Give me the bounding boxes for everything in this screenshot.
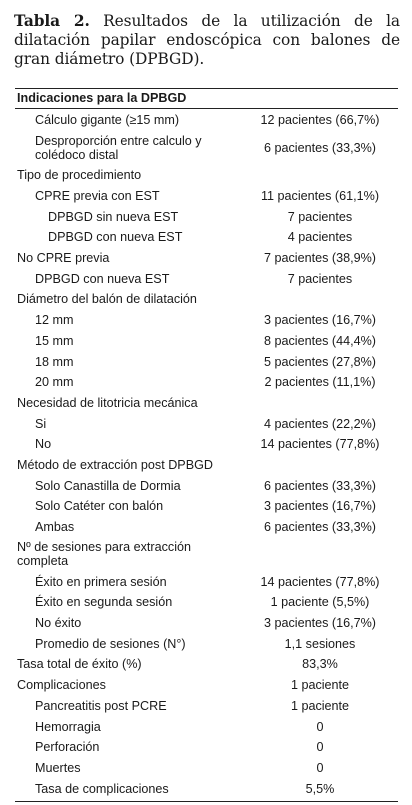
table-row bbox=[15, 571, 398, 592]
row-label: Pancreatitis post PCRE bbox=[35, 698, 167, 713]
row-label: Solo Catéter con balón bbox=[35, 499, 164, 514]
table-row bbox=[15, 475, 398, 496]
row-label: Solo Canastilla de Dormia bbox=[35, 478, 181, 493]
row-value: 2 pacientes (11,1%) bbox=[264, 375, 376, 390]
table-row bbox=[15, 758, 398, 779]
row-value: 3 pacientes (16,7%) bbox=[263, 499, 376, 514]
table-row bbox=[15, 434, 398, 455]
results-table bbox=[15, 88, 398, 802]
row-label: 18 mm bbox=[35, 354, 74, 369]
row-label: Muertes bbox=[35, 760, 81, 775]
table-row bbox=[15, 592, 398, 613]
table-row bbox=[15, 716, 398, 737]
table-row bbox=[15, 248, 398, 269]
table-row bbox=[15, 165, 398, 186]
row-label: Si bbox=[35, 416, 47, 431]
table-bottom-rule bbox=[15, 801, 398, 802]
row-value: 14 pacientes (77,8%) bbox=[260, 574, 380, 589]
row-label: Éxito en segunda sesión bbox=[35, 595, 173, 610]
table-row bbox=[15, 696, 398, 717]
row-value: 12 pacientes (66,7%) bbox=[260, 113, 380, 127]
table-row bbox=[15, 496, 398, 517]
table-row bbox=[15, 372, 398, 393]
caption-text: Resultados de la utilización de la dilatación papilar endoscópica con balones de gran diámetro (DPBGD). bbox=[14, 12, 400, 68]
row-label: Éxito en primera sesión bbox=[35, 574, 167, 589]
row-value: 3 pacientes (16,7%) bbox=[263, 313, 376, 328]
row-label: Nº de sesiones para extracción completa bbox=[17, 540, 192, 569]
row-value: 0 bbox=[316, 740, 324, 755]
row-label: Ambas bbox=[35, 520, 75, 535]
table-row bbox=[15, 351, 398, 372]
table-row bbox=[15, 455, 398, 476]
row-label: Cálculo gigante (≥15 mm) bbox=[35, 113, 180, 127]
table-row bbox=[15, 289, 398, 310]
row-value: 8 pacientes (44,4%) bbox=[263, 333, 376, 348]
row-value: 1,1 sesiones bbox=[284, 636, 356, 651]
table-row bbox=[15, 675, 398, 696]
table-row bbox=[15, 206, 398, 227]
table-row bbox=[15, 268, 398, 289]
table-row bbox=[15, 109, 398, 131]
table-row bbox=[15, 186, 398, 207]
table-row bbox=[15, 227, 398, 248]
row-label: Diámetro del balón de dilatación bbox=[17, 292, 197, 307]
table-row bbox=[15, 778, 398, 799]
table-row bbox=[15, 654, 398, 675]
row-label: Método de extracción post DPBGD bbox=[17, 457, 213, 472]
table-row bbox=[15, 413, 398, 434]
row-label: CPRE previa con EST bbox=[35, 189, 160, 204]
row-label: 12 mm bbox=[35, 313, 74, 328]
table-caption bbox=[14, 12, 400, 69]
row-value: 7 pacientes bbox=[287, 209, 353, 224]
row-label: No éxito bbox=[35, 616, 82, 631]
row-value: 6 pacientes (33,3%) bbox=[263, 141, 376, 155]
table-row bbox=[15, 517, 398, 538]
row-label: DPBGD con nueva EST bbox=[48, 230, 183, 245]
table-row bbox=[15, 537, 398, 571]
table-row bbox=[15, 331, 398, 352]
row-value: 5,5% bbox=[305, 781, 335, 796]
row-value: 7 pacientes bbox=[287, 271, 353, 286]
row-label: No bbox=[35, 437, 52, 452]
row-label: No CPRE previa bbox=[17, 251, 110, 266]
row-label: Hemorragia bbox=[35, 719, 101, 734]
row-value: 5 pacientes (27,8%) bbox=[263, 354, 376, 369]
row-value: 14 pacientes (77,8%) bbox=[260, 437, 380, 452]
row-label: 20 mm bbox=[35, 375, 74, 390]
row-label: Complicaciones bbox=[17, 678, 106, 693]
row-value: 1 paciente bbox=[290, 698, 350, 713]
table-row bbox=[15, 310, 398, 331]
table-row bbox=[15, 633, 398, 654]
row-label: 15 mm bbox=[35, 333, 74, 348]
row-value: 0 bbox=[316, 760, 324, 775]
row-label: Promedio de sesiones (N°) bbox=[35, 636, 186, 651]
row-label: DPBGD con nueva EST bbox=[35, 271, 170, 286]
row-value: 6 pacientes (33,3%) bbox=[263, 478, 376, 493]
row-value: 83,3% bbox=[302, 657, 338, 672]
row-label: Tasa de complicaciones bbox=[35, 781, 169, 796]
row-label: Perforación bbox=[35, 740, 100, 755]
row-label: Tipo de procedimiento bbox=[17, 168, 142, 183]
row-label: Desproporción entre calculo y colédoco distal bbox=[35, 134, 202, 162]
row-value: 1 paciente (5,5%) bbox=[270, 595, 370, 610]
row-label: Tasa total de éxito (%) bbox=[17, 657, 142, 672]
row-value: 0 bbox=[316, 719, 324, 734]
table-row bbox=[15, 613, 398, 634]
row-value: 1 paciente bbox=[290, 678, 350, 693]
row-value: 6 pacientes (33,3%) bbox=[263, 520, 376, 535]
row-value: 4 pacientes (22,2%) bbox=[263, 416, 376, 431]
row-label: Necesidad de litotricia mecánica bbox=[17, 395, 198, 410]
row-value: 4 pacientes bbox=[287, 230, 353, 245]
row-value: 3 pacientes (16,7%) bbox=[263, 616, 376, 631]
caption-label: Tabla 2. bbox=[14, 12, 90, 30]
row-label: DPBGD sin nueva EST bbox=[48, 209, 179, 224]
table-row bbox=[15, 393, 398, 414]
row-value: 7 pacientes (38,9%) bbox=[263, 251, 376, 266]
table-row bbox=[15, 131, 398, 165]
row-value: 11 pacientes (61,1%) bbox=[260, 189, 380, 204]
table-header: Indicaciones para la DPBGD bbox=[15, 89, 398, 109]
table-row bbox=[15, 737, 398, 758]
